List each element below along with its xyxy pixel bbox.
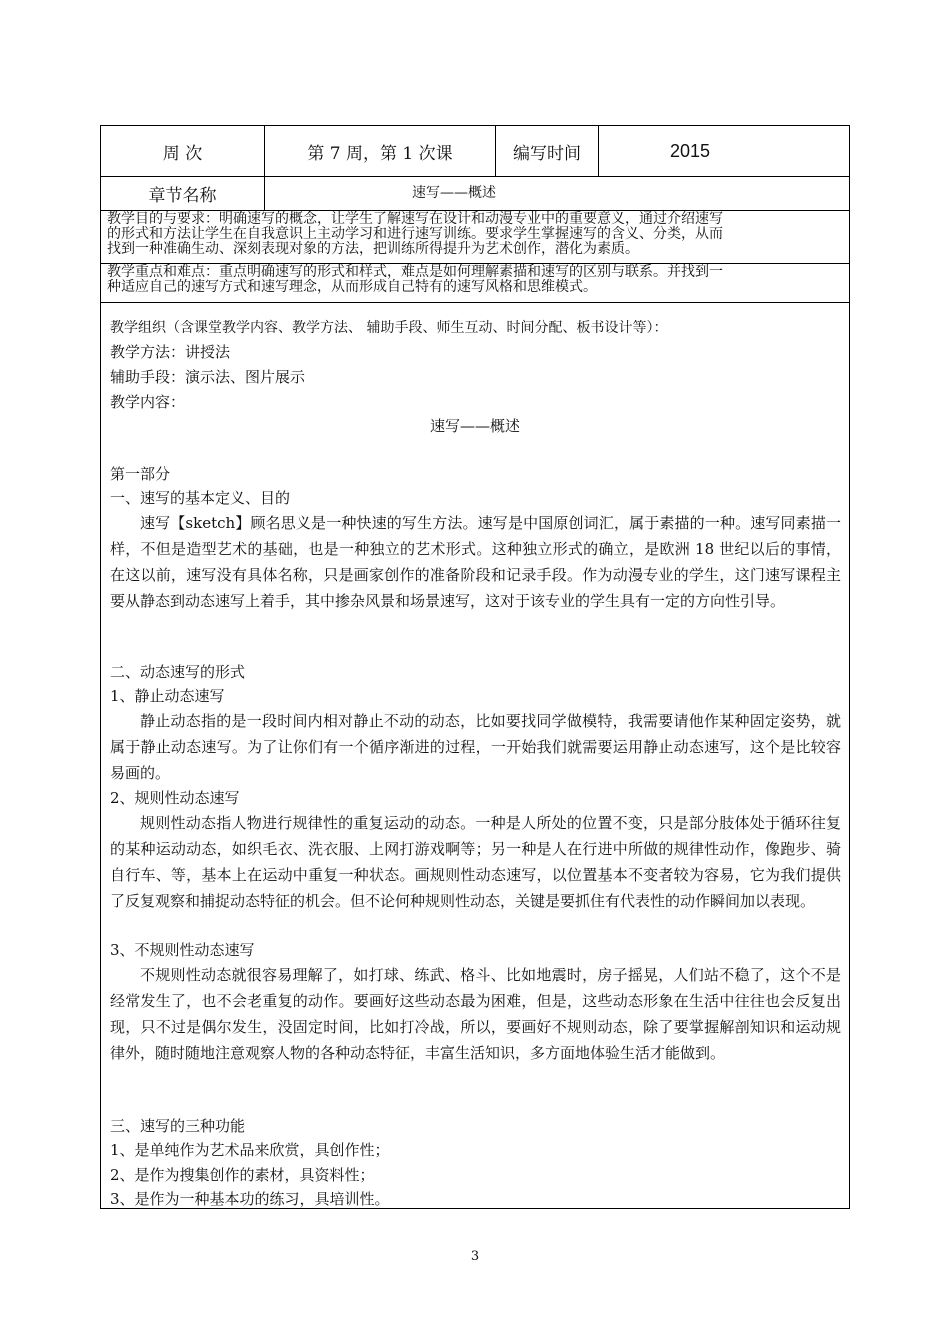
chapter-label: 章节名称 xyxy=(148,186,217,206)
date-value: 2015 xyxy=(669,140,711,161)
week-label: 周 次 xyxy=(162,143,203,164)
subsection-heading: 3、不规则性动态速写 xyxy=(110,941,255,959)
col-divider xyxy=(264,176,265,210)
lesson-content xyxy=(101,303,849,1209)
section-paragraph: 速写【sketch】顾名思义是一种快速的写生方法。速写是中国原创词汇，属于素描的一种。速写同素描一样，不但是造型艺术的基础，也是一种独立的艺术形式。这种独立形式的确立，是欧洲 18 世纪以后的事情，在这以前，速写没有具体名称，只是画家创作的准备阶段和记录手段。作为动漫专业的学生，这门速写课程主要从静态到动态速写上着手，其中掺杂风景和场景速写，这对于该专业的学生具有一定的方向性引导。 xyxy=(110,514,841,610)
subsection-heading: 1、静止动态速写 xyxy=(110,687,225,705)
content-label: 教学内容： xyxy=(110,393,186,411)
objectives-line: 教学目的与要求：明确速写的概念，让学生了解速写在设计和动漫专业中的重要意义，通过介绍速写 xyxy=(107,211,723,227)
subsection-paragraph: 静止动态指的是一段时间内相对静止不动的动态，比如要找同学做模特，我需要请他作某种固定姿势，就属于静止动态速写。为了让你们有一个循序渐进的过程，一开始我们就需要运用静止动态速写，这个是比较容易画的。 xyxy=(110,712,841,782)
page-number: 3 xyxy=(470,1249,480,1264)
objectives-line: 找到一种准确生动、深刻表现对象的方法，把训练所得提升为艺术创作，潜化为素质。 xyxy=(107,241,639,257)
part-heading: 第一部分 xyxy=(110,465,171,483)
key-points-line: 教学重点和难点：重点明确速写的形式和样式，难点是如何理解素描和速写的区别与联系。并找到一 xyxy=(107,264,723,280)
function-item: 3、是作为一种基本功的练习，具培训性。 xyxy=(110,1190,390,1208)
date-label: 编写时间 xyxy=(513,143,581,164)
subsection-paragraph: 不规则性动态就很容易理解了，如打球、练武、格斗、比如地震时，房子摇晃，人们站不稳了，这个不是经常发生了，也不会老重复的动作。要画好这些动态最为困难，但是，这些动态形象在生活中往往也会反复出现，只不过是偶尔发生，没固定时间，比如打冷战，所以，要画好不规则动态，除了要掌握解剖知识和运动规律外，随时随地注意观察人物的各种动态特征，丰富生活知识，多方面地体验生活才能做到。 xyxy=(110,966,841,1062)
content-title: 速写——概述 xyxy=(429,417,520,435)
objectives-line: 的形式和方法让学生在自我意识上主动学习和进行速写训练。要求学生掌握速写的含义、分类，从而 xyxy=(107,226,723,242)
function-item: 1、是单纯作为艺术品来欣赏，具创作性； xyxy=(110,1141,390,1159)
method-line: 教学方法：讲授法 xyxy=(110,343,231,361)
key-points-line: 种适应自己的速写方式和速写理念，从而形成自己特有的速写风格和思维模式。 xyxy=(107,279,597,295)
lesson-plan-table xyxy=(100,125,850,1209)
section-heading: 一、速写的基本定义、目的 xyxy=(110,489,291,507)
objectives xyxy=(107,212,847,257)
organization-line: 教学组织（含课堂教学内容、教学方法、 辅助手段、师生互动、时间分配、板书设计等）： xyxy=(110,320,668,336)
subsection-heading: 2、规则性动态速写 xyxy=(110,789,240,807)
section-heading: 三、速写的三种功能 xyxy=(110,1117,246,1135)
chapter-value: 速写——概述 xyxy=(412,185,496,201)
subsection-paragraph: 规则性动态指人物进行规律性的重复运动的动态。一种是人所处的位置不变，只是部分肢体处于循环往复的某种运动动态，如织毛衣、洗衣服、上网打游戏啊等；另一种是人在行进中所做的规律性动作，像跑步、骑自行车、等，基本上在运动中重复一种状态。画规则性动态速写，以位置基本不变者较为容易，它为我们提供了反复观察和捕捉动态特征的机会。但不论何种规则性动态，关键是要抓住有代表性的动作瞬间加以表现。 xyxy=(110,814,841,910)
week-value: 第 7 周，第 1 次课 xyxy=(307,143,453,164)
key-points xyxy=(107,265,847,295)
function-item: 2、是作为搜集创作的素材，具资料性； xyxy=(110,1166,375,1184)
section-heading: 二、动态速写的形式 xyxy=(110,663,246,681)
aids-line: 辅助手段：演示法、图片展示 xyxy=(110,368,306,386)
